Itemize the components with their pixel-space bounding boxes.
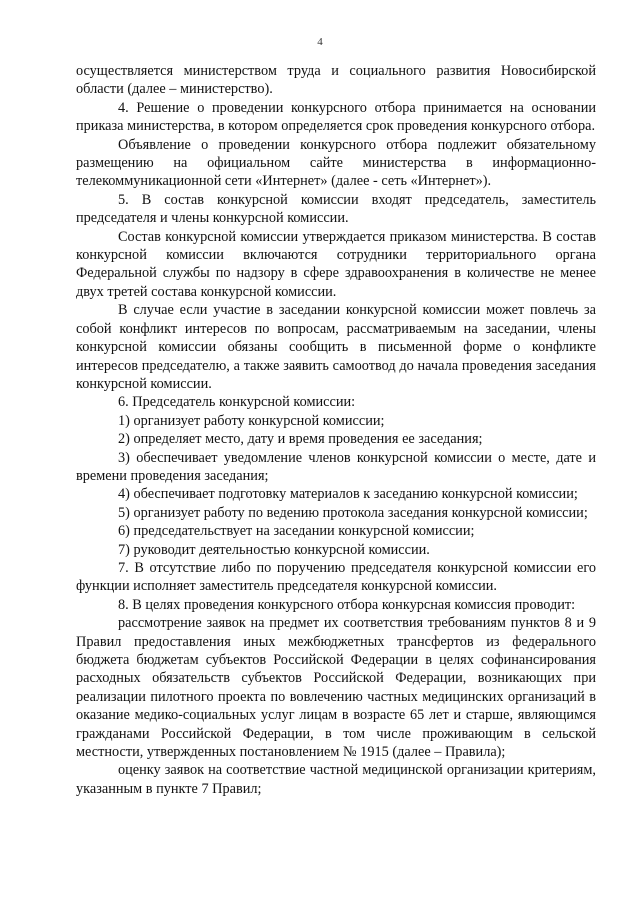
paragraph-item-8: 8. В целях проведения конкурсного отбора конкурсная комиссия проводит: xyxy=(118,596,576,613)
list-item-4: 4) обеспечивает подготовку материалов к заседанию конкурсной комиссии; xyxy=(118,486,578,503)
paragraph-announcement: Объявление о проведении конкурсного отбора подлежит обязательному размещению на официальном сайте министерства в информационно-телекоммуникационной сети «Интернет» (далее - сеть «Интернет»). xyxy=(76,136,596,190)
list-item-2: 2) определяет место, дату и время проведения ее заседания; xyxy=(118,431,483,448)
paragraph-item-5: 5. В состав конкурсной комиссии входят председатель, заместитель председателя и члены конкурсной комиссии. xyxy=(76,191,596,227)
paragraph-item-4: 4. Решение о проведении конкурсного отбора принимается на основании приказа министерства, в котором определяется срок проведения конкурсного отбора. xyxy=(76,99,596,135)
paragraph-continuation: осуществляется министерством труда и социального развития Новосибирской области (далее – министерство). xyxy=(76,63,596,98)
list-item-3: 3) обеспечивает уведомление членов конкурсной комиссии о месте, дате и времени проведения заседания; xyxy=(76,449,596,484)
list-item-5: 5) организует работу по ведению протокола заседания конкурсной комиссии; xyxy=(118,504,588,521)
list-item-7: 7) руководит деятельностью конкурсной комиссии. xyxy=(118,541,430,558)
paragraph-application-review: рассмотрение заявок на предмет их соответствия требованиям пунктов 8 и 9 Правил предоставления иных межбюджетных трансфертов из федерального бюджета бюджетам субъектов Российской Федерации в целях софинансирования расходных обязательств субъектов Российской Федерации, возникающих при реализации пилотного проекта по вовлечению частных медицинских организаций в оказание медико-социальных услуг лицам в возрасте 65 лет и старше, являющимся гражданами Российской Федерации, в том числе проживающим в сельской местности, утвержденных постановлением № 1915 (далее – Правила); xyxy=(76,615,596,761)
paragraph-item-7: 7. В отсутствие либо по поручению председателя конкурсной комиссии его функции исполняет заместитель председателя конкурсной комиссии. xyxy=(76,559,596,595)
list-item-6: 6) председательствует на заседании конкурсной комиссии; xyxy=(118,523,475,540)
paragraph-conflict-of-interest: В случае если участие в заседании конкурсной комиссии может повлечь за собой конфликт интересов по вопросам, рассматриваемым на заседании, члены конкурсной комиссии обязаны сообщить в письменной форме о конфликте интересов председателю, а также заявить самоотвод до начала проведения заседания конкурсной комиссии. xyxy=(76,302,596,392)
paragraph-application-evaluation: оценку заявок на соответствие частной медицинской организации критериям, указанным в пункте 7 Правил; xyxy=(76,762,596,797)
paragraph-commission-composition: Состав конкурсной комиссии утверждается приказом министерства. В состав конкурсной комиссии включаются сотрудники территориального органа Федеральной службы по надзору в сфере здравоохранения в количестве не менее двух третей состава конкурсной комиссии. xyxy=(76,228,596,300)
paragraph-item-6: 6. Председатель конкурсной комиссии: xyxy=(118,394,356,411)
list-item-1: 1) организует работу конкурсной комиссии; xyxy=(118,412,385,429)
page-number: 4 xyxy=(317,36,323,48)
document-body xyxy=(76,62,596,798)
